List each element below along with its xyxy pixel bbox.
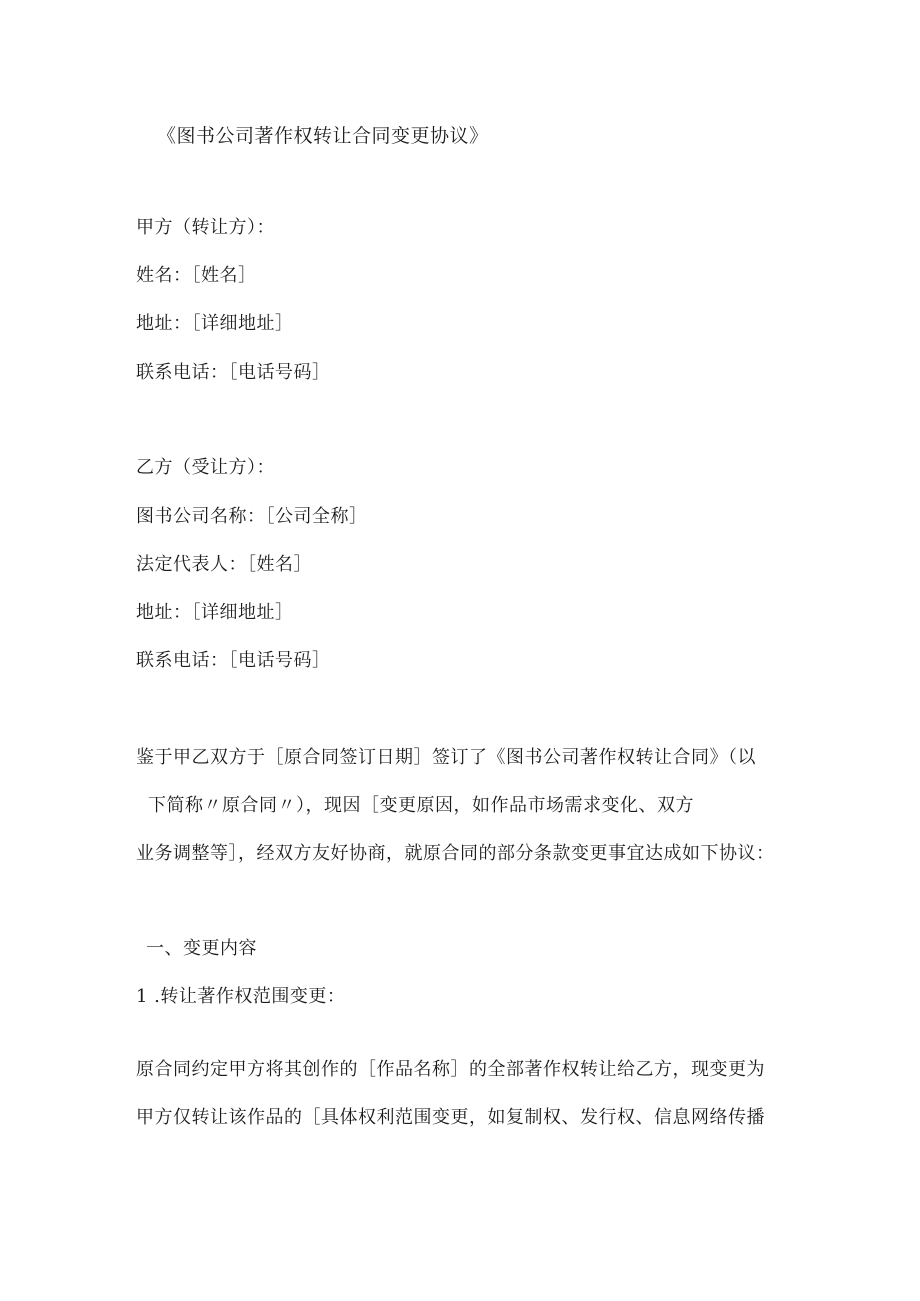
preamble-line: 鉴于甲乙双方于［原合同签订日期］签订了《图书公司著作权转让合同》（以: [136, 747, 756, 768]
party-b-phone: 联系电话：［电话号码］: [136, 650, 331, 671]
item-1-body-line: 原合同约定甲方将其创作的［作品名称］的全部著作权转让给乙方，现变更为: [136, 1059, 765, 1080]
party-b-company: 图书公司名称：［公司全称］: [136, 506, 368, 527]
party-b-address: 地址：［详细地址］: [136, 602, 294, 623]
preamble-line: 业务调整等］，经双方友好协商，就原合同的部分条款变更事宜达成如下协议：: [136, 843, 775, 864]
item-1-title: 1 .转让著作权范围变更：: [136, 986, 346, 1007]
party-b-heading: 乙方（受让方）：: [136, 457, 275, 478]
party-a-name: 姓名：［姓名］: [136, 265, 257, 286]
party-a-address: 地址：［详细地址］: [136, 313, 294, 334]
preamble-line: 下简称〃原合同〃），现因［变更原因，如作品市场需求变化、双方: [148, 795, 694, 816]
section-1-heading: 一、变更内容: [146, 938, 257, 959]
party-a-phone: 联系电话：［电话号码］: [136, 362, 331, 383]
document-title: 《图书公司著作权转让合同变更协议》: [157, 125, 489, 147]
party-b-representative: 法定代表人：［姓名］: [136, 554, 312, 575]
party-a-heading: 甲方（转让方）：: [136, 217, 275, 238]
item-1-body-line: 甲方仅转让该作品的［具体权利范围变更，如复制权、发行权、信息网络传播: [136, 1107, 765, 1128]
